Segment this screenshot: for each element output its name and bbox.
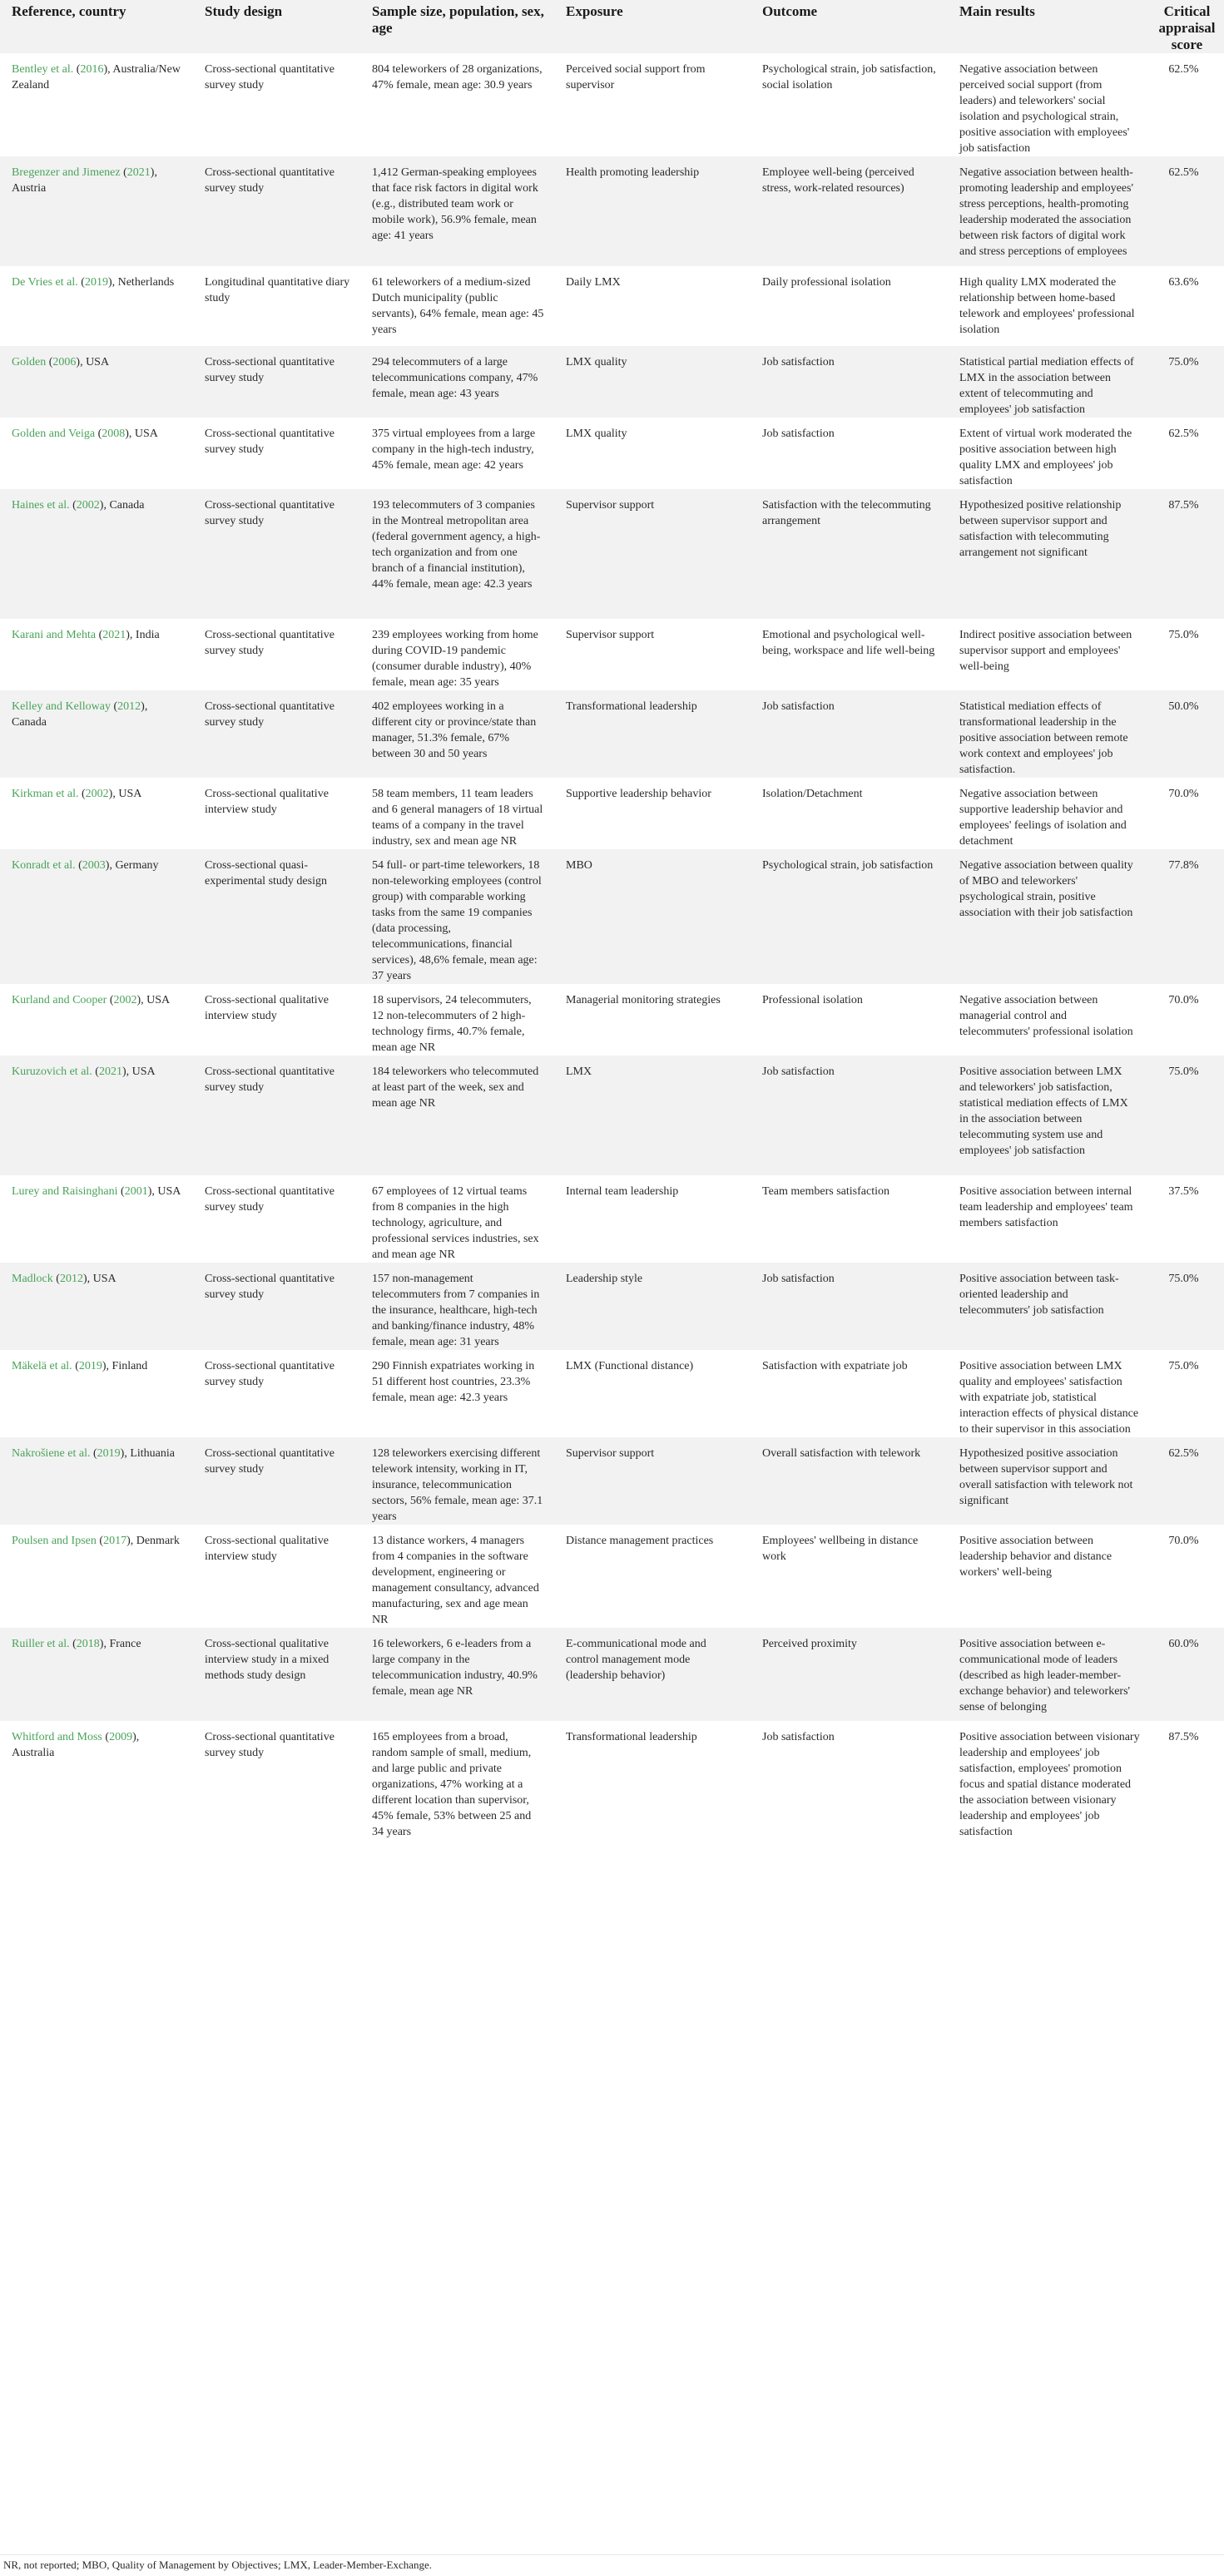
reference-space: ( [72,1360,79,1372]
table-row [0,266,1224,346]
cell-outcome: Team members satisfaction [762,1185,890,1198]
cell-outcome: Emotional and psychological well-being, workspace and life well-being [762,629,935,657]
cell-study-design: Cross-sectional quantitative survey study [205,1185,334,1214]
cell-score: 75.0% [1168,356,1199,368]
reference-space: ( [69,1638,77,1650]
cell-outcome: Satisfaction with expatriate job [762,1360,908,1372]
reference-link[interactable]: Bentley et al. [12,63,74,76]
cell-main-results: High quality LMX moderated the relationship between home-based telework and employees' professional isolation [959,276,1135,336]
table-row [0,1263,1224,1350]
cell-main-results: Statistical partial mediation effects of LMX in the association between extent of telecommuting and employees' job satisfaction [959,356,1134,416]
cell-exposure: MBO [566,859,592,872]
cell-reference [0,266,193,346]
reference-country: , USA [128,428,158,440]
reference-paren: ) [102,1360,107,1372]
reference-paren: ) [147,1185,152,1198]
reference-link[interactable]: Ruiller et al. [12,1638,70,1650]
cell-score: 70.0% [1168,994,1199,1006]
reference-paren: ) [126,1535,131,1547]
year-link[interactable]: 2021 [102,629,126,641]
cell-exposure: Perceived social support from supervisor [566,63,706,91]
cell-reference [0,489,193,619]
cell-exposure: Supervisor support [566,1447,655,1460]
table-row [0,1437,1224,1525]
reference-country: , Canada [12,700,148,729]
cell-outcome: Employee well-being (perceived stress, work-related resources) [762,166,914,195]
cell-reference [0,156,193,266]
year-link[interactable]: 2002 [76,499,100,512]
cell-sample: 402 employees working in a different city or province/state than manager, 51.3% female, 67% between 30 and 50 years [372,700,537,760]
cell-sample: 165 employees from a broad, random sample of small, medium, and large public and private organizations, 47% working at a different location than supervisor, 45% female, 53% between 25 and 34 years [372,1731,532,1838]
reference-paren: ) [120,1447,125,1460]
cell-main-results: Negative association between quality of MBO and teleworkers' psychological strain, positive association with their job satisfaction [959,859,1133,919]
cell-main-results: Extent of virtual work moderated the positive association between high quality LMX and employees' job satisfaction [959,428,1132,487]
cell-exposure: Managerial monitoring strategies [566,994,721,1006]
reference-paren: ) [105,859,110,872]
table-row [0,1525,1224,1628]
reference-country: , Netherlands [111,276,175,289]
cell-exposure: Distance management practices [566,1535,714,1547]
cell-main-results: Negative association between health-promoting leadership and employees' stress perceptions, health-promoting leadership moderated the association between risk factors of digital work and stress perceptions of employees [959,166,1133,258]
table-row [0,1721,1224,1840]
reference-link[interactable]: Madlock [12,1273,53,1285]
cell-score: 77.8% [1168,859,1199,872]
reference-link[interactable]: Golden and Veiga [12,428,96,440]
cell-outcome: Psychological strain, job satisfaction, social isolation [762,63,936,91]
cell-reference [0,1263,193,1350]
table-row [0,849,1224,984]
cell-main-results: Hypothesized positive association between supervisor support and overall satisfaction with telework not significant [959,1447,1133,1507]
reference-space: ( [96,629,103,641]
reference-paren: ) [82,1273,87,1285]
reference-link[interactable]: Haines et al. [12,499,70,512]
reference-space: ( [92,1066,99,1078]
table-footnote: NR, not reported; MBO, Quality of Management by Objectives; LMX, Leader-Member-Exchange. [0,2554,1224,2573]
cell-study-design: Cross-sectional qualitative interview study [205,994,329,1022]
cell-main-results: Negative association between perceived social support (from leaders) and teleworkers' social isolation and psychological strain, positive association with employees' job satisfaction [959,63,1130,155]
reference-link[interactable]: Kirkman et al. [12,788,79,800]
cell-exposure: LMX [566,1066,592,1078]
cell-score: 87.5% [1168,499,1199,512]
reference-country: , USA [126,1066,156,1078]
reference-paren: ) [126,629,130,641]
reference-link[interactable]: Poulsen and Ipsen [12,1535,97,1547]
cell-sample: 294 telecommuters of a large telecommunications company, 47% female, mean age: 43 years [372,356,538,400]
cell-reference [0,53,193,156]
reference-country: , USA [141,994,171,1006]
reference-link[interactable]: Nakrošiene et al. [12,1447,91,1460]
cell-score: 62.5% [1168,1447,1199,1460]
reference-link[interactable]: De Vries et al. [12,276,78,289]
cell-study-design: Cross-sectional qualitative interview study [205,1535,329,1563]
reference-country: , Austria [12,166,157,195]
reference-space: ( [78,788,86,800]
cell-exposure: LMX quality [566,428,627,440]
table-row [0,1628,1224,1721]
header-reference: Reference, country [12,3,126,19]
reference-space: ( [77,276,85,289]
reference-paren: ) [99,1638,104,1650]
cell-sample: 1,412 German-speaking employees that face risk factors in digital work (e.g., distributed team work or mobile work), 56.9% female, mean age: 41 years [372,166,538,242]
reference-link[interactable]: Whitford and Moss [12,1731,102,1743]
reference-country: , Denmark [130,1535,180,1547]
reference-paren: ) [132,1731,136,1743]
cell-exposure: Supervisor support [566,499,655,512]
reference-space: ( [73,63,81,76]
reference-space: ( [69,499,77,512]
reference-space: ( [75,859,82,872]
reference-link[interactable]: Kurland and Cooper [12,994,107,1006]
header-score: Critical appraisal score [1158,3,1216,52]
reference-country: , Finland [106,1360,148,1372]
year-link[interactable]: 2019 [84,276,108,289]
cell-sample: 157 non-management telecommuters from 7 companies in the insurance, healthcare, high-tech and banking/finance industry, 48% female, mean age: 31 years [372,1273,540,1348]
reference-space: ( [46,356,53,368]
year-link[interactable]: 2002 [113,994,137,1006]
header-sample: Sample size, population, sex, age [372,3,544,36]
table-row [0,690,1224,778]
reference-space: ( [90,1447,97,1460]
cell-sample: 290 Finnish expatriates working in 51 different host countries, 23.3% female, mean age: 42.3 years [372,1360,535,1404]
reference-paren: ) [99,499,104,512]
cell-study-design: Cross-sectional quantitative survey study [205,428,334,456]
table-row [0,418,1224,489]
year-link[interactable]: 2019 [97,1447,121,1460]
cell-outcome: Overall satisfaction with telework [762,1447,921,1460]
cell-reference [0,849,193,984]
year-link[interactable]: 2008 [102,428,126,440]
cell-main-results: Positive association between internal team leadership and employees' team members satisfaction [959,1185,1133,1229]
cell-sample: 128 teleworkers exercising different telework intensity, working in IT, insurance, telecommunication sectors, 56% female, mean age: 37.1 years [372,1447,543,1523]
cell-reference [0,690,193,778]
year-link[interactable]: 2017 [103,1535,127,1547]
cell-score: 75.0% [1168,1066,1199,1078]
cell-main-results: Positive association between task-oriented leadership and telecommuters' job satisfaction [959,1273,1119,1317]
cell-main-results: Hypothesized positive relationship between supervisor support and satisfaction with telecommuting arrangement not significant [959,499,1122,559]
cell-study-design: Cross-sectional quantitative survey study [205,1273,334,1301]
cell-exposure: Leadership style [566,1273,643,1285]
reference-link[interactable]: Golden [12,356,47,368]
cell-exposure: Transformational leadership [566,700,697,713]
cell-main-results: Positive association between visionary leadership and employees' job satisfaction, employees' promotion focus and spatial distance moderated the association between visionary leadership and employees' job satisfaction [959,1731,1140,1838]
reference-link[interactable]: Konradt et al. [12,859,76,872]
year-link[interactable]: 2009 [109,1731,133,1743]
reference-link[interactable]: Mäkelä et al. [12,1360,72,1372]
table-row [0,619,1224,690]
cell-reference [0,1721,193,1840]
reference-paren: ) [108,788,113,800]
cell-outcome: Satisfaction with the telecommuting arrangement [762,499,931,527]
cell-score: 63.6% [1168,276,1199,289]
cell-reference [0,1525,193,1628]
reference-space: ( [107,994,114,1006]
cell-study-design: Cross-sectional quantitative survey study [205,1066,334,1094]
cell-score: 62.5% [1168,63,1199,76]
cell-exposure: Daily LMX [566,276,621,289]
cell-outcome: Professional isolation [762,994,863,1006]
cell-score: 50.0% [1168,700,1199,713]
year-link[interactable]: 2012 [59,1273,83,1285]
cell-study-design: Cross-sectional quantitative survey study [205,700,334,729]
cell-reference [0,778,193,849]
reference-space: ( [95,428,102,440]
cell-reference [0,1056,193,1175]
reference-country: , India [129,629,160,641]
header-outcome: Outcome [762,3,818,19]
cell-outcome: Daily professional isolation [762,276,891,289]
cell-score: 62.5% [1168,428,1199,440]
cell-score: 87.5% [1168,1731,1199,1743]
cell-study-design: Cross-sectional quantitative survey study [205,629,334,657]
cell-exposure: Internal team leadership [566,1185,679,1198]
table-header [0,0,1224,53]
reference-space: ( [117,1185,125,1198]
cell-reference [0,1350,193,1437]
reference-link[interactable]: Bregenzer and Jimenez [12,166,121,179]
reference-paren: ) [103,63,108,76]
cell-score: 70.0% [1168,1535,1199,1547]
reference-country: , Australia [12,1731,140,1759]
reference-paren: ) [76,356,81,368]
cell-main-results: Negative association between supportive leadership behavior and employees' feelings of isolation and detachment [959,788,1127,848]
cell-outcome: Job satisfaction [762,1066,835,1078]
cell-outcome: Job satisfaction [762,1731,835,1743]
year-link[interactable]: 2021 [98,1066,122,1078]
cell-study-design: Longitudinal quantitative diary study [205,276,350,304]
cell-sample: 58 team members, 11 team leaders and 6 general managers of 18 virtual teams of a company in the travel industry, sex and mean age NR [372,788,543,848]
table-row [0,778,1224,849]
cell-outcome: Employees' wellbeing in distance work [762,1535,919,1563]
cell-study-design: Cross-sectional quantitative survey study [205,166,334,195]
reference-country: , USA [112,788,142,800]
cell-main-results: Statistical mediation effects of transformational leadership in the positive association between remote work context and employees' job satisfaction. [959,700,1128,776]
cell-reference [0,1437,193,1525]
cell-study-design: Cross-sectional quantitative survey study [205,1360,334,1388]
cell-outcome: Psychological strain, job satisfaction [762,859,934,872]
cell-reference [0,1175,193,1263]
table-row [0,489,1224,619]
reference-space: ( [110,700,118,713]
cell-exposure: Supportive leadership behavior [566,788,711,800]
year-link[interactable]: 2016 [80,63,104,76]
cell-sample: 184 teleworkers who telecommuted at least part of the week, sex and mean age NR [372,1066,539,1110]
cell-reference [0,1628,193,1721]
cell-outcome: Job satisfaction [762,700,835,713]
cell-main-results: Positive association between LMX and teleworkers' job satisfaction, statistical mediation effects of LMX in the association between telecommuting system use and employees' job satisfaction [959,1066,1128,1157]
reference-paren: ) [107,276,112,289]
cell-sample: 375 virtual employees from a large company in the high-tech industry, 45% female, mean age: 42 years [372,428,536,472]
cell-sample: 61 teleworkers of a medium-sized Dutch municipality (public servants), 64% female, mean age: 45 years [372,276,544,336]
cell-study-design: Cross-sectional quantitative survey study [205,499,334,527]
cell-sample: 13 distance workers, 4 managers from 4 companies in the software development, engineering or management consultancy, advanced manufacturing, sex and age mean NR [372,1535,539,1626]
reference-paren: ) [125,428,129,440]
year-link[interactable]: 2021 [126,166,151,179]
header-row [0,0,1224,53]
cell-main-results: Positive association between LMX quality and employees' satisfaction with expatriate job, statistical interaction effects of physical distance to their supervisor in this association [959,1360,1139,1436]
header-study-design: Study design [205,3,283,19]
year-link[interactable]: 2001 [124,1185,148,1198]
reference-space: ( [120,166,127,179]
cell-study-design: Cross-sectional quantitative survey study [205,1447,334,1476]
reference-space: ( [52,1273,60,1285]
cell-sample: 18 supervisors, 24 telecommuters, 12 non-telecommuters of 2 high-technology firms, 40.7% female, mean age NR [372,994,532,1054]
cell-study-design: Cross-sectional qualitative interview study [205,788,329,816]
cell-reference [0,619,193,690]
reference-space: ( [96,1535,104,1547]
cell-study-design: Cross-sectional qualitative interview study in a mixed methods study design [205,1638,330,1682]
cell-score: 75.0% [1168,1360,1199,1372]
table-row [0,1056,1224,1175]
cell-main-results: Positive association between leadership behavior and distance workers' well-being [959,1535,1113,1579]
reference-link[interactable]: Kelley and Kelloway [12,700,111,713]
cell-sample: 193 telecommuters of 3 companies in the Montreal metropolitan area (federal government agency, a high-tech organization and from one branch of a financial institution), 44% female, mean age: 42.3 years [372,499,541,591]
reference-paren: ) [141,700,145,713]
table-row [0,346,1224,418]
cell-reference [0,346,193,418]
table-body [0,53,1224,1840]
cell-sample: 67 employees of 12 virtual teams from 8 companies in the high technology, agriculture, and professional services industries, sex and mean age NR [372,1185,539,1261]
reference-space: ( [102,1731,110,1743]
reference-link[interactable]: Kuruzovich et al. [12,1066,92,1078]
reference-paren: ) [121,1066,126,1078]
cell-sample: 54 full- or part-time teleworkers, 18 non-teleworking employees (control group) with comparable working tasks from the same 19 companies (data processing, telecommunications, financial services), 48,6% female, mean age: 37 years [372,859,542,982]
cell-outcome: Perceived proximity [762,1638,857,1650]
table-row [0,1175,1224,1263]
reference-country: , Canada [103,499,145,512]
cell-sample: 804 teleworkers of 28 organizations, 47% female, mean age: 30.9 years [372,63,543,91]
reference-country: , USA [80,356,110,368]
cell-exposure: E-communicational mode and control management mode (leadership behavior) [566,1638,706,1682]
year-link[interactable]: 2018 [76,1638,100,1650]
table-row [0,1350,1224,1437]
reference-country: , Lithuania [124,1447,175,1460]
reference-country: , France [103,1638,141,1650]
year-link[interactable]: 2003 [82,859,106,872]
cell-score: 37.5% [1168,1185,1199,1198]
header-exposure: Exposure [566,3,623,19]
cell-score: 62.5% [1168,166,1199,179]
cell-score: 70.0% [1168,788,1199,800]
cell-exposure: Health promoting leadership [566,166,700,179]
reference-link[interactable]: Karani and Mehta [12,629,97,641]
reference-country: , USA [151,1185,181,1198]
cell-sample: 239 employees working from home during COVID-19 pandemic (consumer durable industry), 40% female, mean age: 35 years [372,629,538,689]
year-link[interactable]: 2012 [117,700,141,713]
reference-paren: ) [136,994,141,1006]
cell-exposure: Supervisor support [566,629,655,641]
cell-outcome: Job satisfaction [762,1273,835,1285]
cell-main-results: Positive association between e-communicational mode of leaders (described as high leader-member-exchange behavior) and teleworkers' sense of belonging [959,1638,1131,1713]
table-row [0,53,1224,156]
cell-sample: 16 teleworkers, 6 e-leaders from a large company in the telecommunication industry, 40.9% female, mean age NR [372,1638,538,1698]
table-row [0,984,1224,1056]
cell-reference [0,418,193,489]
cell-reference [0,984,193,1056]
cell-score: 60.0% [1168,1638,1199,1650]
cell-exposure: Transformational leadership [566,1731,697,1743]
year-link[interactable]: 2019 [78,1360,102,1372]
cell-study-design: Cross-sectional quantitative survey study [205,356,334,384]
cell-study-design: Cross-sectional quantitative survey study [205,1731,334,1759]
cell-study-design: Cross-sectional quasi-experimental study design [205,859,327,888]
table-row [0,156,1224,266]
cell-outcome: Isolation/Detachment [762,788,863,800]
cell-exposure: LMX (Functional distance) [566,1360,694,1372]
year-link[interactable]: 2006 [52,356,77,368]
reference-country: , USA [87,1273,116,1285]
cell-exposure: LMX quality [566,356,627,368]
reference-link[interactable]: Lurey and Raisinghani [12,1185,118,1198]
cell-study-design: Cross-sectional quantitative survey study [205,63,334,91]
reference-country: , Germany [109,859,159,872]
year-link[interactable]: 2002 [85,788,109,800]
reference-country: , Australia/New Zealand [12,63,181,91]
cell-outcome: Job satisfaction [762,428,835,440]
cell-main-results: Negative association between managerial control and telecommuters' professional isolation [959,994,1133,1038]
cell-outcome: Job satisfaction [762,356,835,368]
cell-main-results: Indirect positive association between supervisor support and employees' well-being [959,629,1132,673]
cell-score: 75.0% [1168,629,1199,641]
cell-score: 75.0% [1168,1273,1199,1285]
header-main-results: Main results [959,3,1035,19]
reference-paren: ) [150,166,155,179]
